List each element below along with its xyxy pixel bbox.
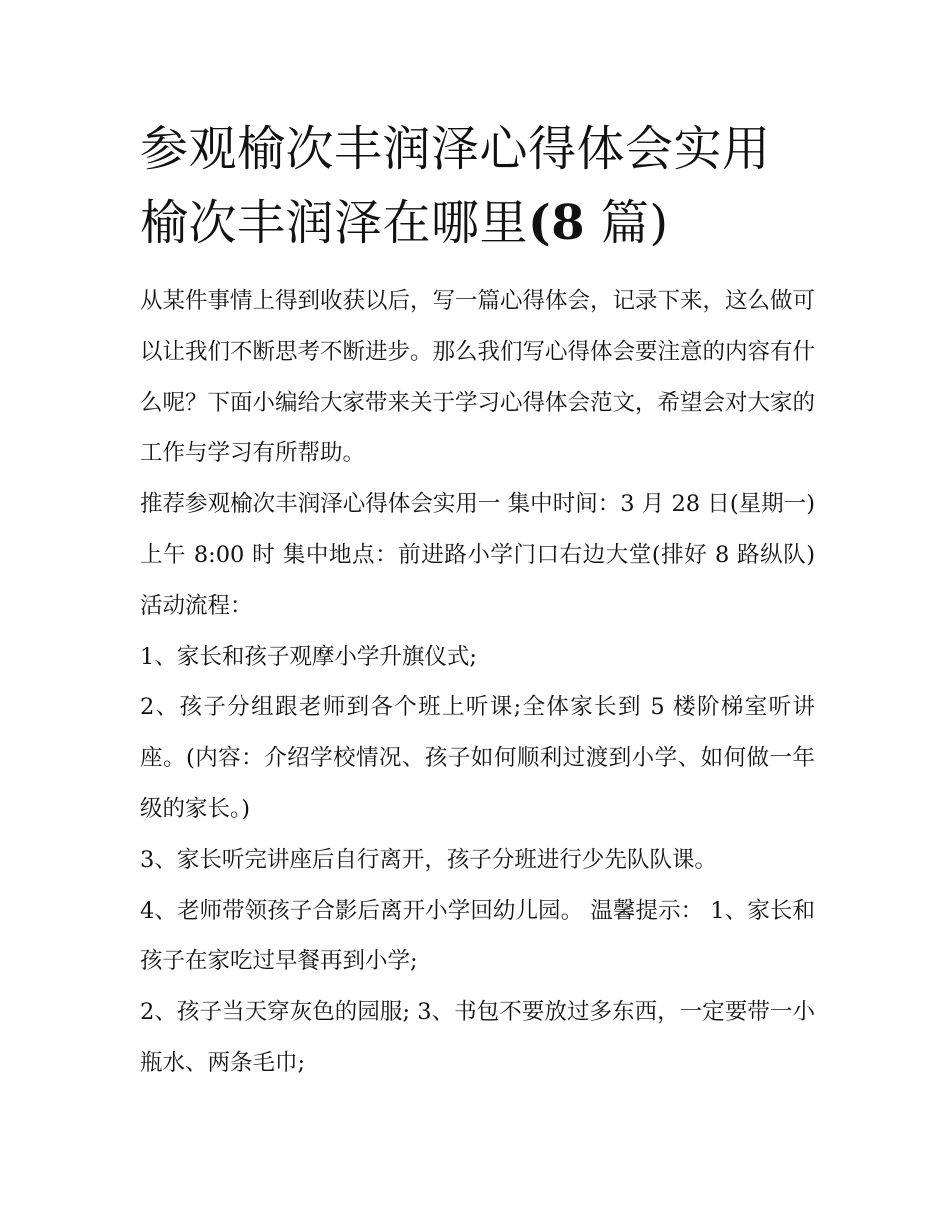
list-item-4: 4、老师带领孩子合影后离开小学回幼儿园。 温馨提示： 1、家长和孩子在家吃过早餐再到小学;: [140, 897, 815, 975]
intro-paragraph: 从某件事情上得到收获以后，写一篇心得体会，记录下来，这么做可以让我们不断思考不断进步。那么我们写心得体会要注意的内容有什么呢？下面小编给大家带来关于学习心得体会范文，希望会对大家的工作与学习有所帮助。: [140, 288, 816, 467]
title-count-paren: (8: [528, 195, 586, 251]
title-line-2-text: 榆次丰润泽在哪里: [140, 195, 529, 251]
list-item-1: 1、家长和孩子观摩小学升旗仪式;: [140, 643, 477, 670]
list-item-3: 3、家长听完讲座后自行离开，孩子分班进行少先队队课。: [140, 846, 717, 873]
schedule-paragraph: 推荐参观榆次丰润泽心得体会实用一 集中时间：3 月 28 日(星期一)上午 8:00 时 集中地点：前进路小学门口右边大堂(排好 8 路纵队) 活动流程：: [140, 491, 815, 619]
list-item-2: 2、孩子分组跟老师到各个班上听课;全体家长到 5 楼阶梯室听讲座。(内容：介绍学校情况、孩子如何顺利过渡到小学、如何做一年级的家长。): [140, 694, 815, 822]
title-count-suffix: 篇): [600, 195, 669, 251]
title-line-2: [140, 195, 669, 251]
tips-paragraph: 2、孩子当天穿灰色的园服; 3、书包不要放过多东西，一定要带一小瓶水、两条毛巾;: [140, 999, 815, 1076]
document-page: [140, 112, 815, 1089]
document-title: [140, 112, 815, 260]
title-line-1: 参观榆次丰润泽心得体会实用: [140, 121, 771, 177]
